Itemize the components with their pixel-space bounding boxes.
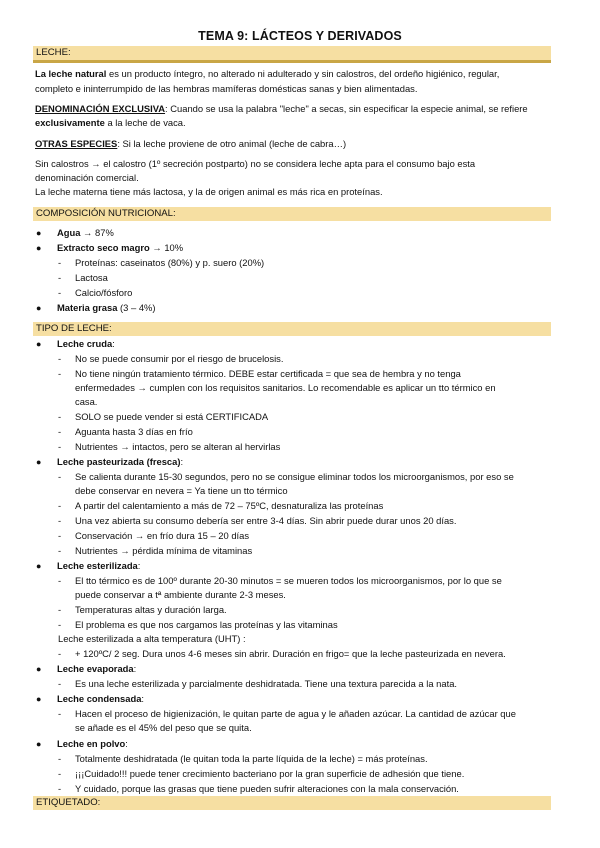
section-band-etiquetado bbox=[33, 796, 551, 810]
section-title-composicion: COMPOSICIÓN NUTRICIONAL: bbox=[36, 208, 176, 219]
cruda-item: No se puede consumir por el riesgo de brucelosis. bbox=[75, 353, 284, 364]
dash-icon: - bbox=[58, 708, 62, 719]
uht-item: + 120ºC/ 2 seg. Dura unos 4-6 meses sin abrir. Duración en frigo= que la leche pasteurizada en nevera. bbox=[75, 648, 506, 659]
bullet-icon: ● bbox=[36, 243, 42, 253]
denominacion-line-1: DENOMINACIÓN EXCLUSIVA: Cuando se usa la palabra "leche" a secas, sin especificar la especie animal, se refiere bbox=[35, 103, 528, 114]
esterilizada-item: El tto térmico es de 100º durante 20-30 minutos = se mueren todos los microorganismos, por lo que se bbox=[75, 575, 502, 586]
dash-icon: - bbox=[58, 648, 62, 659]
condensada-item: se añade es el 45% del peso que se quita. bbox=[75, 722, 252, 733]
tipo-esterilizada-heading: Leche esterilizada: bbox=[57, 560, 141, 571]
dash-icon: - bbox=[58, 768, 62, 779]
pasteurizada-item: A partir del calentamiento a más de 72 – 75ºC, desnaturaliza las proteínas bbox=[75, 500, 384, 511]
dash-icon: - bbox=[58, 272, 62, 283]
dash-icon: - bbox=[58, 753, 62, 764]
otras-especies-line: OTRAS ESPECIES: Si la leche proviene de otro animal (leche de cabra…) bbox=[35, 138, 347, 149]
bullet-icon: ● bbox=[36, 339, 42, 349]
dash-icon: - bbox=[58, 353, 62, 364]
polvo-item: Y cuidado, porque las grasas que tiene pueden sufrir alteraciones con la mala conservación. bbox=[75, 783, 459, 794]
bullet-icon: ● bbox=[36, 739, 42, 749]
composicion-extracto: Extracto seco magro → 10% bbox=[57, 242, 184, 253]
materna-line: La leche materna tiene más lactosa, y la de origen animal es más rica en proteínas. bbox=[35, 186, 383, 197]
esterilizada-item: El problema es que nos cargamos las proteínas y las vitaminas bbox=[75, 619, 338, 630]
bullet-icon: ● bbox=[36, 303, 42, 313]
section-title-tipo: TIPO DE LECHE: bbox=[36, 323, 112, 334]
dash-icon: - bbox=[58, 604, 62, 615]
tipo-cruda-heading: Leche cruda: bbox=[57, 338, 115, 349]
composicion-lactosa: Lactosa bbox=[75, 272, 108, 283]
section-band-composicion bbox=[33, 207, 551, 221]
dash-icon: - bbox=[58, 411, 62, 422]
section-band-tipo bbox=[33, 322, 551, 336]
denominacion-line-2: exclusivamente a la leche de vaca. bbox=[35, 117, 186, 128]
dash-icon: - bbox=[58, 619, 62, 630]
tipo-condensada-heading: Leche condensada: bbox=[57, 693, 145, 704]
dash-icon: - bbox=[58, 426, 62, 437]
dash-icon: - bbox=[58, 575, 62, 586]
esterilizada-item: puede conservar a tª ambiente durante 2-3 meses. bbox=[75, 589, 286, 600]
pasteurizada-item: Conservación → en frío dura 15 – 20 días bbox=[75, 530, 250, 541]
evaporada-item: Es una leche esterilizada y parcialmente deshidratada. Tiene una textura parecida a la nata. bbox=[75, 678, 458, 689]
section-band-underline bbox=[33, 60, 551, 63]
pasteurizada-item: Nutrientes → pérdida mínima de vitaminas bbox=[75, 545, 253, 556]
dash-icon: - bbox=[58, 515, 62, 526]
uht-title: Leche esterilizada a alta temperatura (UHT) : bbox=[58, 633, 246, 644]
bullet-icon: ● bbox=[36, 561, 42, 571]
cruda-item: No tiene ningún tratamiento térmico. DEBE estar certificada = que sea de hembra y no tenga bbox=[75, 368, 461, 379]
bullet-icon: ● bbox=[36, 457, 42, 467]
section-band-leche bbox=[33, 46, 551, 60]
intro-line-1: La leche natural es un producto íntegro, no alterado ni adulterado y sin calostros, del ordeño higiénico, regular, bbox=[35, 68, 500, 79]
cruda-item: casa. bbox=[75, 396, 98, 407]
pasteurizada-item: Una vez abierta su consumo debería ser entre 3-4 días. Sin abrir puede durar unos 20 días. bbox=[75, 515, 457, 526]
cruda-item: enfermedades → cumplen con los requisitos sanitarios. Lo recomendable es aplicar un tto térmico en bbox=[75, 382, 496, 393]
pasteurizada-item: Se calienta durante 15-30 segundos, pero no se consigue eliminar todos los microorganismos, por eso se bbox=[75, 471, 514, 482]
intro-line-2: completo e ininterrumpido de las hembras mamíferas domésticas sanas y bien alimentadas. bbox=[35, 83, 418, 94]
dash-icon: - bbox=[58, 257, 62, 268]
dash-icon: - bbox=[58, 530, 62, 541]
calostros-line-1: Sin calostros → el calostro (1º secreción postparto) no se considera leche apta para el consumo bajo esta bbox=[35, 158, 476, 169]
section-title-etiquetado: ETIQUETADO: bbox=[36, 797, 101, 808]
cruda-item: Aguanta hasta 3 días en frío bbox=[75, 426, 193, 437]
dash-icon: - bbox=[58, 500, 62, 511]
dash-icon: - bbox=[58, 441, 62, 452]
esterilizada-item: Temperaturas altas y duración larga. bbox=[75, 604, 227, 615]
dash-icon: - bbox=[58, 471, 62, 482]
polvo-item: ¡¡¡Cuidado!!! puede tener crecimiento bacteriano por la gran superficie de adhesión que tiene. bbox=[75, 768, 465, 779]
cruda-item: Nutrientes → intactos, pero se alteran al hervirlas bbox=[75, 441, 281, 452]
composicion-agua: Agua → 87% bbox=[57, 227, 114, 238]
cruda-item: SOLO se puede vender si está CERTIFICADA bbox=[75, 411, 269, 422]
composicion-grasa: Materia grasa (3 – 4%) bbox=[57, 302, 156, 313]
section-title-leche: LECHE: bbox=[36, 47, 71, 58]
bullet-icon: ● bbox=[36, 664, 42, 674]
composicion-proteinas: Proteínas: caseinatos (80%) y p. suero (20%) bbox=[75, 257, 265, 268]
dash-icon: - bbox=[58, 368, 62, 379]
page-title: TEMA 9: LÁCTEOS Y DERIVADOS bbox=[198, 29, 402, 43]
tipo-pasteurizada-heading: Leche pasteurizada (fresca): bbox=[57, 456, 184, 467]
dash-icon: - bbox=[58, 287, 62, 298]
condensada-item: Hacen el proceso de higienización, le quitan parte de agua y le añaden azúcar. La cantidad de azúcar que bbox=[75, 708, 516, 719]
bullet-icon: ● bbox=[36, 694, 42, 704]
calostros-line-2: denominación comercial. bbox=[35, 172, 139, 183]
dash-icon: - bbox=[58, 545, 62, 556]
dash-icon: - bbox=[58, 678, 62, 689]
polvo-item: Totalmente deshidratada (le quitan toda la parte líquida de la leche) = más proteínas. bbox=[75, 753, 428, 764]
composicion-calcio: Calcio/fósforo bbox=[75, 287, 133, 298]
pasteurizada-item: debe conservar en nevera = Ya tiene un tto térmico bbox=[75, 485, 288, 496]
tipo-polvo-heading: Leche en polvo: bbox=[57, 738, 128, 749]
tipo-evaporada-heading: Leche evaporada: bbox=[57, 663, 137, 674]
bullet-icon: ● bbox=[36, 228, 42, 238]
dash-icon: - bbox=[58, 783, 62, 794]
